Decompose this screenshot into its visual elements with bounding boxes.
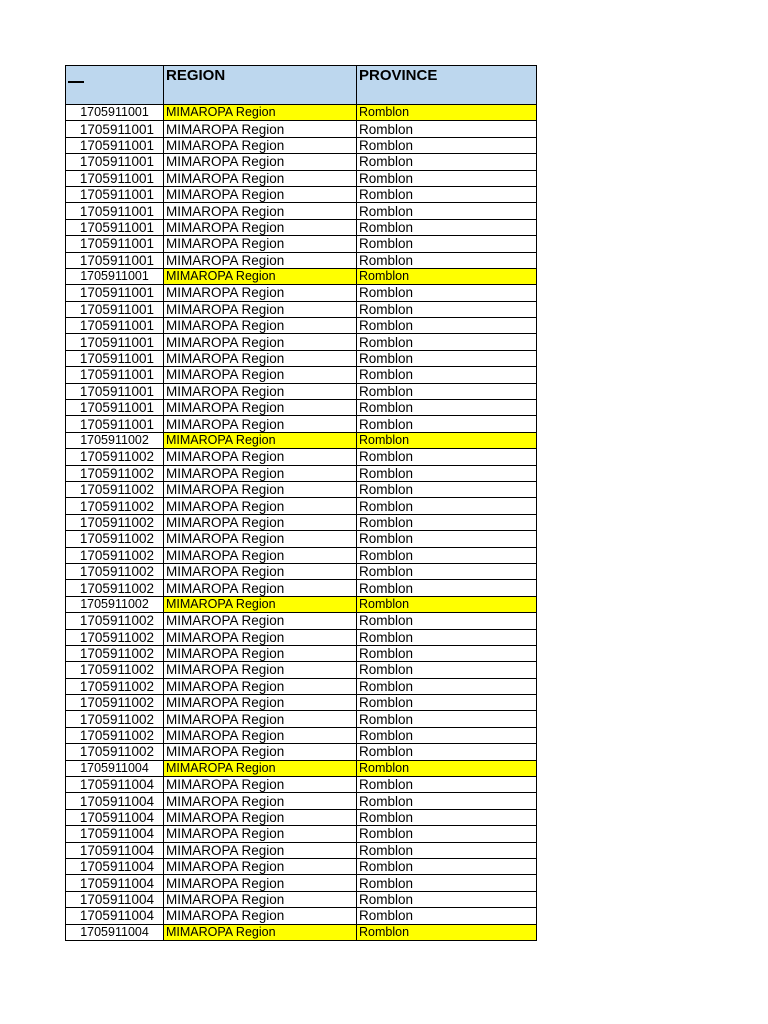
cell-province: Romblon [357,170,537,186]
cell-id: 1705911004 [66,908,164,924]
cell-id: 1705911001 [66,416,164,432]
cell-province: Romblon [357,121,537,137]
cell-region: MIMAROPA Region [164,121,357,137]
cell-province: Romblon [357,711,537,727]
table-row [66,350,537,366]
cell-id: 1705911001 [66,285,164,301]
cell-region: MIMAROPA Region [164,350,357,366]
table-row [66,744,537,760]
table-row [66,449,537,465]
cell-id: 1705911001 [66,268,164,284]
cell-region: MIMAROPA Region [164,596,357,612]
table-row [66,498,537,514]
cell-region: MIMAROPA Region [164,219,357,235]
header-id [66,66,164,105]
table-row [66,711,537,727]
header-region [164,66,357,105]
cell-id: 1705911001 [66,252,164,268]
cell-region: MIMAROPA Region [164,875,357,891]
table-row [66,400,537,416]
cell-id: 1705911004 [66,842,164,858]
cell-province: Romblon [357,400,537,416]
table-row [66,252,537,268]
cell-region: MIMAROPA Region [164,252,357,268]
cell-id: 1705911002 [66,514,164,530]
cell-province: Romblon [357,858,537,874]
table-row-highlighted [66,432,537,448]
cell-id: 1705911001 [66,170,164,186]
cell-region: MIMAROPA Region [164,318,357,334]
table-row [66,629,537,645]
table-row [66,318,537,334]
cell-id: 1705911001 [66,154,164,170]
table-row [66,514,537,530]
cell-province: Romblon [357,498,537,514]
table-row [66,793,537,809]
table-row-highlighted [66,924,537,940]
cell-province: Romblon [357,301,537,317]
cell-region: MIMAROPA Region [164,629,357,645]
cell-region: MIMAROPA Region [164,563,357,579]
table-row-highlighted [66,105,537,121]
cell-id: 1705911002 [66,432,164,448]
cell-id: 1705911002 [66,727,164,743]
cell-id: 1705911004 [66,826,164,842]
cell-id: 1705911001 [66,105,164,121]
cell-id: 1705911001 [66,137,164,153]
cell-province: Romblon [357,924,537,940]
table-row [66,186,537,202]
cell-id: 1705911001 [66,318,164,334]
cell-id: 1705911002 [66,678,164,694]
table-row [66,727,537,743]
cell-region: MIMAROPA Region [164,383,357,399]
cell-province: Romblon [357,891,537,907]
cell-province: Romblon [357,777,537,793]
table-row [66,416,537,432]
cell-id: 1705911004 [66,875,164,891]
table-row [66,301,537,317]
cell-id: 1705911004 [66,924,164,940]
cell-region: MIMAROPA Region [164,744,357,760]
cell-region: MIMAROPA Region [164,400,357,416]
cell-id: 1705911001 [66,367,164,383]
cell-region: MIMAROPA Region [164,858,357,874]
data-table [65,65,537,941]
table-row [66,203,537,219]
header-region-label: REGION [166,67,226,84]
cell-id: 1705911002 [66,744,164,760]
cell-id: 1705911002 [66,613,164,629]
cell-province: Romblon [357,727,537,743]
table-row [66,613,537,629]
cell-id: 1705911001 [66,400,164,416]
cell-province: Romblon [357,629,537,645]
table-row [66,908,537,924]
table-row [66,695,537,711]
table-row [66,777,537,793]
cell-province: Romblon [357,383,537,399]
spreadsheet-page [65,65,536,941]
cell-id: 1705911002 [66,498,164,514]
cell-id: 1705911002 [66,531,164,547]
cell-province: Romblon [357,432,537,448]
table-row [66,891,537,907]
cell-region: MIMAROPA Region [164,662,357,678]
cell-id: 1705911001 [66,334,164,350]
table-row [66,236,537,252]
cell-region: MIMAROPA Region [164,285,357,301]
cell-province: Romblon [357,875,537,891]
table-row [66,547,537,563]
cell-province: Romblon [357,678,537,694]
header-province-label: PROVINCE [359,67,438,84]
cell-id: 1705911001 [66,186,164,202]
cell-region: MIMAROPA Region [164,203,357,219]
cell-province: Romblon [357,105,537,121]
table-row-highlighted [66,596,537,612]
header-row [66,66,537,105]
cell-id: 1705911004 [66,891,164,907]
cell-region: MIMAROPA Region [164,645,357,661]
cell-province: Romblon [357,203,537,219]
cell-region: MIMAROPA Region [164,727,357,743]
table-row [66,334,537,350]
cell-region: MIMAROPA Region [164,432,357,448]
cell-region: MIMAROPA Region [164,580,357,596]
cell-region: MIMAROPA Region [164,777,357,793]
cell-id: 1705911004 [66,858,164,874]
table-row [66,858,537,874]
cell-region: MIMAROPA Region [164,793,357,809]
cell-region: MIMAROPA Region [164,924,357,940]
cell-id: 1705911001 [66,383,164,399]
cell-region: MIMAROPA Region [164,170,357,186]
cell-id: 1705911002 [66,449,164,465]
cell-region: MIMAROPA Region [164,826,357,842]
cell-province: Romblon [357,563,537,579]
cell-province: Romblon [357,695,537,711]
cell-province: Romblon [357,547,537,563]
cell-region: MIMAROPA Region [164,498,357,514]
cell-province: Romblon [357,580,537,596]
table-row [66,285,537,301]
cell-province: Romblon [357,514,537,530]
table-body [66,105,537,941]
cell-province: Romblon [357,350,537,366]
table-row [66,121,537,137]
table-row-highlighted [66,268,537,284]
cell-province: Romblon [357,236,537,252]
cell-province: Romblon [357,367,537,383]
cell-id: 1705911001 [66,350,164,366]
cell-region: MIMAROPA Region [164,908,357,924]
cell-region: MIMAROPA Region [164,531,357,547]
cell-region: MIMAROPA Region [164,105,357,121]
cell-province: Romblon [357,154,537,170]
cell-province: Romblon [357,137,537,153]
cell-id: 1705911002 [66,629,164,645]
cell-id: 1705911001 [66,301,164,317]
table-row [66,154,537,170]
table-row [66,678,537,694]
table-row [66,563,537,579]
cell-province: Romblon [357,186,537,202]
cell-id: 1705911001 [66,121,164,137]
cell-province: Romblon [357,613,537,629]
cell-id: 1705911002 [66,465,164,481]
table-row [66,383,537,399]
underscore-mark [68,81,84,83]
cell-region: MIMAROPA Region [164,613,357,629]
table-row-highlighted [66,760,537,776]
cell-id: 1705911002 [66,547,164,563]
cell-region: MIMAROPA Region [164,760,357,776]
cell-id: 1705911002 [66,662,164,678]
cell-region: MIMAROPA Region [164,268,357,284]
cell-province: Romblon [357,318,537,334]
cell-region: MIMAROPA Region [164,334,357,350]
table-row [66,826,537,842]
cell-region: MIMAROPA Region [164,154,357,170]
cell-id: 1705911001 [66,236,164,252]
cell-province: Romblon [357,908,537,924]
cell-region: MIMAROPA Region [164,449,357,465]
cell-province: Romblon [357,744,537,760]
cell-id: 1705911004 [66,793,164,809]
cell-province: Romblon [357,481,537,497]
cell-id: 1705911002 [66,580,164,596]
cell-province: Romblon [357,268,537,284]
cell-region: MIMAROPA Region [164,695,357,711]
cell-region: MIMAROPA Region [164,842,357,858]
cell-province: Romblon [357,645,537,661]
cell-province: Romblon [357,416,537,432]
cell-region: MIMAROPA Region [164,547,357,563]
cell-id: 1705911004 [66,809,164,825]
cell-region: MIMAROPA Region [164,809,357,825]
cell-id: 1705911004 [66,760,164,776]
cell-province: Romblon [357,760,537,776]
table-row [66,137,537,153]
table-row [66,219,537,235]
cell-region: MIMAROPA Region [164,186,357,202]
cell-region: MIMAROPA Region [164,481,357,497]
cell-region: MIMAROPA Region [164,236,357,252]
cell-id: 1705911002 [66,695,164,711]
cell-id: 1705911004 [66,777,164,793]
table-row [66,580,537,596]
cell-province: Romblon [357,449,537,465]
cell-id: 1705911002 [66,645,164,661]
table-row [66,875,537,891]
table-row [66,367,537,383]
header-province [357,66,537,105]
cell-id: 1705911002 [66,596,164,612]
cell-province: Romblon [357,662,537,678]
cell-province: Romblon [357,252,537,268]
table-row [66,842,537,858]
cell-id: 1705911002 [66,563,164,579]
table-row [66,662,537,678]
cell-id: 1705911002 [66,481,164,497]
cell-province: Romblon [357,219,537,235]
cell-province: Romblon [357,809,537,825]
table-row [66,531,537,547]
cell-province: Romblon [357,531,537,547]
table-row [66,465,537,481]
table-row [66,170,537,186]
cell-region: MIMAROPA Region [164,416,357,432]
cell-province: Romblon [357,285,537,301]
cell-province: Romblon [357,596,537,612]
cell-region: MIMAROPA Region [164,891,357,907]
cell-region: MIMAROPA Region [164,367,357,383]
cell-province: Romblon [357,465,537,481]
cell-region: MIMAROPA Region [164,711,357,727]
cell-region: MIMAROPA Region [164,514,357,530]
table-row [66,481,537,497]
cell-region: MIMAROPA Region [164,137,357,153]
cell-region: MIMAROPA Region [164,678,357,694]
cell-id: 1705911002 [66,711,164,727]
cell-province: Romblon [357,826,537,842]
table-row [66,809,537,825]
cell-id: 1705911001 [66,219,164,235]
cell-id: 1705911001 [66,203,164,219]
cell-region: MIMAROPA Region [164,465,357,481]
cell-province: Romblon [357,793,537,809]
table-row [66,645,537,661]
cell-region: MIMAROPA Region [164,301,357,317]
cell-province: Romblon [357,334,537,350]
cell-province: Romblon [357,842,537,858]
